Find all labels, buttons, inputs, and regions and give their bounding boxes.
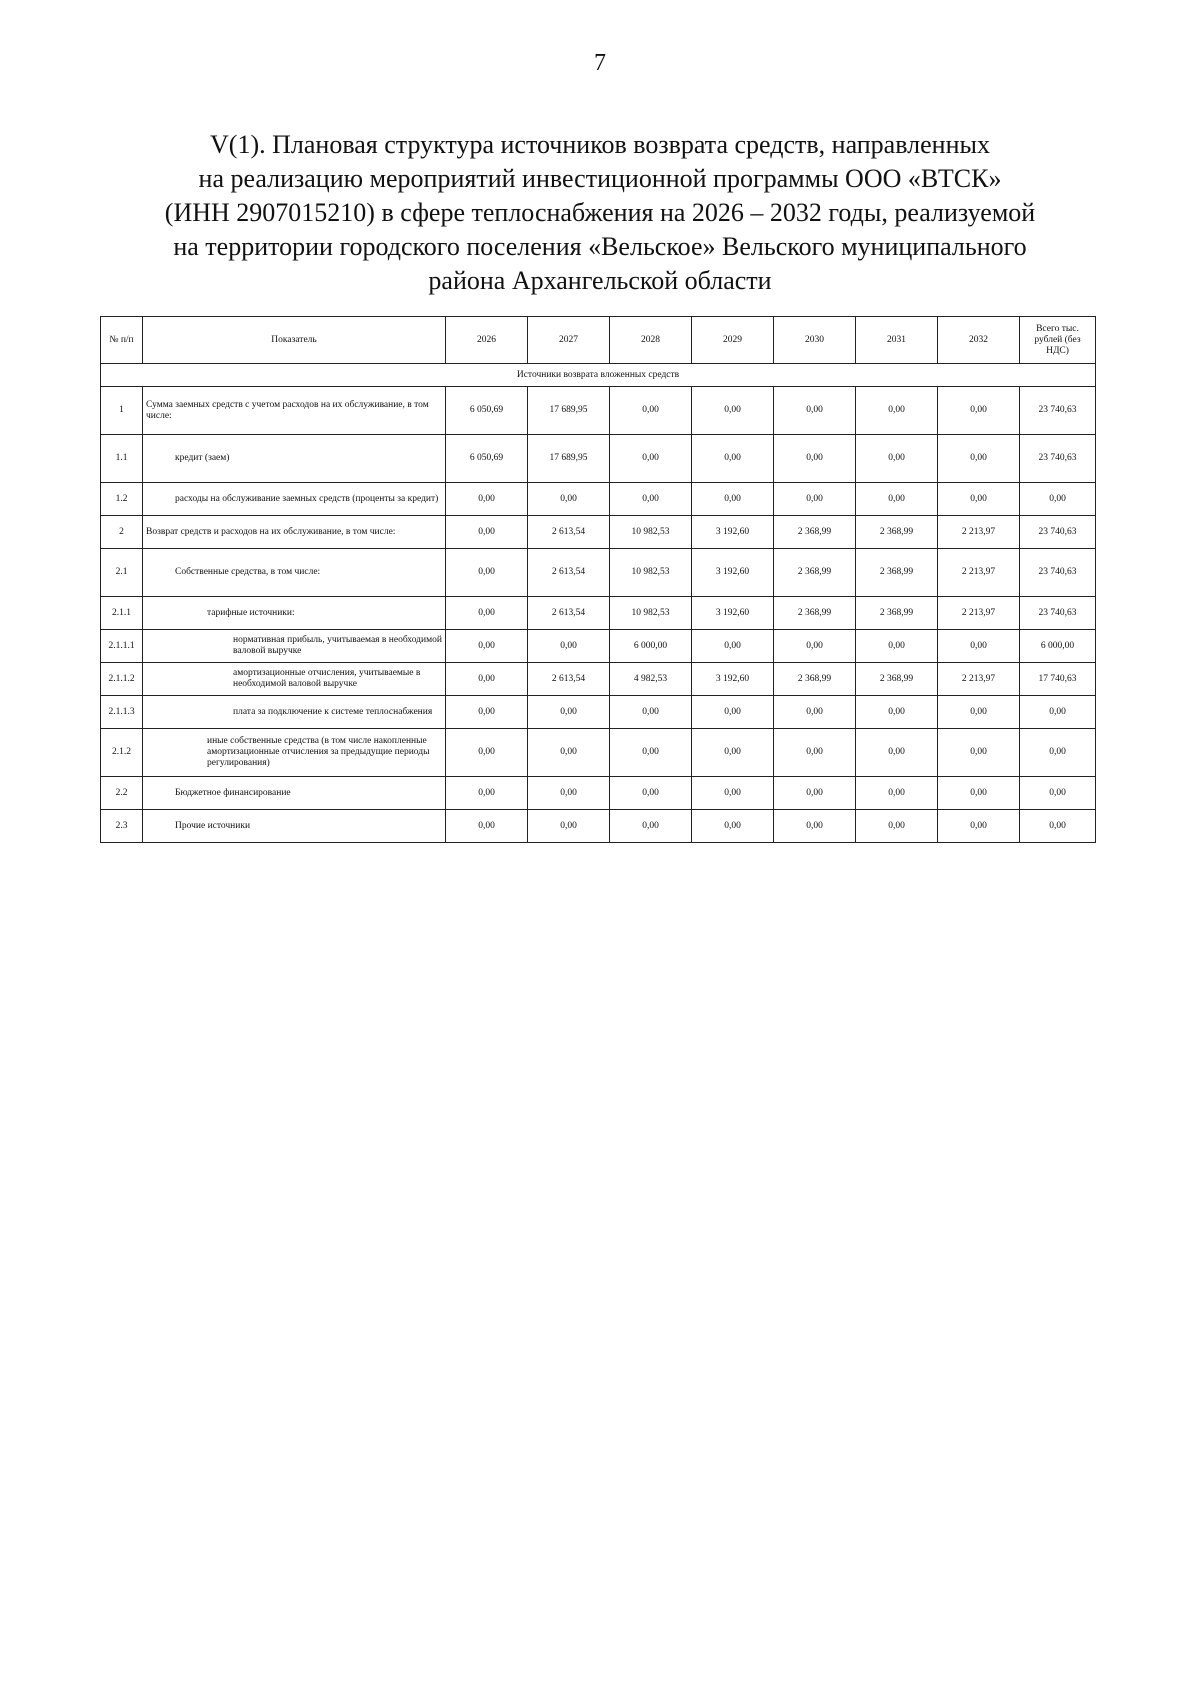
row-number: 2.1.1.3 (101, 696, 143, 729)
year-value-cell: 0,00 (692, 435, 774, 483)
year-value-cell: 0,00 (856, 696, 938, 729)
year-value-cell: 0,00 (774, 696, 856, 729)
year-value-cell: 2 368,99 (774, 663, 856, 696)
year-value-cell: 0,00 (938, 729, 1020, 777)
year-value-cell: 0,00 (938, 777, 1020, 810)
year-value-cell: 0,00 (446, 549, 528, 597)
year-value-cell: 2 613,54 (528, 597, 610, 630)
total-value-cell: 0,00 (1020, 729, 1096, 777)
year-value-cell: 3 192,60 (692, 549, 774, 597)
table-row (101, 387, 1096, 435)
year-value-cell: 17 689,95 (528, 435, 610, 483)
total-value-cell: 0,00 (1020, 777, 1096, 810)
year-value-cell: 2 213,97 (938, 663, 1020, 696)
year-value-cell: 0,00 (938, 696, 1020, 729)
row-indicator: амортизационные отчисления, учитываемые в необходимой валовой выручке (143, 663, 446, 696)
year-value-cell: 0,00 (692, 630, 774, 663)
total-value-cell: 23 740,63 (1020, 516, 1096, 549)
year-value-cell: 0,00 (446, 516, 528, 549)
year-value-cell: 0,00 (856, 810, 938, 843)
year-value-cell: 6 000,00 (610, 630, 692, 663)
header-year: 2029 (692, 317, 774, 364)
year-value-cell: 0,00 (610, 777, 692, 810)
total-value-cell: 17 740,63 (1020, 663, 1096, 696)
year-value-cell: 0,00 (774, 810, 856, 843)
header-year: 2026 (446, 317, 528, 364)
year-value-cell: 2 613,54 (528, 549, 610, 597)
header-year: 2030 (774, 317, 856, 364)
row-indicator: Собственные средства, в том числе: (143, 549, 446, 597)
row-indicator: нормативная прибыль, учитываемая в необходимой валовой выручке (143, 630, 446, 663)
table-row (101, 729, 1096, 777)
year-value-cell: 0,00 (692, 777, 774, 810)
year-value-cell: 0,00 (610, 435, 692, 483)
year-value-cell: 0,00 (610, 387, 692, 435)
year-value-cell: 0,00 (774, 777, 856, 810)
year-value-cell: 3 192,60 (692, 597, 774, 630)
table-row (101, 516, 1096, 549)
row-indicator: иные собственные средства (в том числе накопленные амортизационные отчисления за предыдущие периоды регулирования) (143, 729, 446, 777)
header-year: 2032 (938, 317, 1020, 364)
row-indicator: Прочие источники (143, 810, 446, 843)
row-number: 1.1 (101, 435, 143, 483)
title-line: V(1). Плановая структура источников возврата средств, направленных (210, 130, 990, 159)
year-value-cell: 0,00 (528, 810, 610, 843)
total-value-cell: 0,00 (1020, 696, 1096, 729)
total-value-cell: 23 740,63 (1020, 549, 1096, 597)
row-indicator: Сумма заемных средств с учетом расходов на их обслуживание, в том числе: (143, 387, 446, 435)
table-row (101, 630, 1096, 663)
row-indicator: Возврат средств и расходов на их обслуживание, в том числе: (143, 516, 446, 549)
title-line: на территории городского поселения «Вельское» Вельского муниципального (173, 232, 1027, 261)
row-number: 1 (101, 387, 143, 435)
year-value-cell: 2 613,54 (528, 516, 610, 549)
header-num: № п/п (101, 317, 143, 364)
sources-table-container (100, 316, 1095, 843)
row-number: 2.3 (101, 810, 143, 843)
title-line: района Архангельской области (428, 266, 772, 295)
row-indicator: плата за подключение к системе теплоснабжения (143, 696, 446, 729)
year-value-cell: 17 689,95 (528, 387, 610, 435)
year-value-cell: 0,00 (692, 387, 774, 435)
row-indicator: тарифные источники: (143, 597, 446, 630)
year-value-cell: 2 213,97 (938, 549, 1020, 597)
year-value-cell: 0,00 (856, 387, 938, 435)
year-value-cell: 0,00 (528, 696, 610, 729)
table-row (101, 777, 1096, 810)
year-value-cell: 10 982,53 (610, 597, 692, 630)
year-value-cell: 0,00 (856, 729, 938, 777)
year-value-cell: 0,00 (528, 777, 610, 810)
header-year: 2028 (610, 317, 692, 364)
year-value-cell: 0,00 (610, 810, 692, 843)
year-value-cell: 0,00 (610, 729, 692, 777)
year-value-cell: 0,00 (692, 729, 774, 777)
year-value-cell: 0,00 (528, 630, 610, 663)
year-value-cell: 0,00 (446, 483, 528, 516)
year-value-cell: 2 613,54 (528, 663, 610, 696)
year-value-cell: 0,00 (610, 696, 692, 729)
total-value-cell: 6 000,00 (1020, 630, 1096, 663)
section-row (101, 364, 1096, 387)
year-value-cell: 0,00 (774, 630, 856, 663)
header-total: Всего тыс. рублей (без НДС) (1020, 317, 1096, 364)
year-value-cell: 0,00 (938, 483, 1020, 516)
year-value-cell: 0,00 (528, 729, 610, 777)
table-row (101, 435, 1096, 483)
row-indicator: Бюджетное финансирование (143, 777, 446, 810)
year-value-cell: 0,00 (938, 810, 1020, 843)
table-row (101, 483, 1096, 516)
year-value-cell: 0,00 (446, 696, 528, 729)
year-value-cell: 0,00 (446, 663, 528, 696)
row-indicator: кредит (заем) (143, 435, 446, 483)
year-value-cell: 2 213,97 (938, 516, 1020, 549)
year-value-cell: 0,00 (856, 777, 938, 810)
year-value-cell: 3 192,60 (692, 516, 774, 549)
row-number: 2.1 (101, 549, 143, 597)
year-value-cell: 6 050,69 (446, 435, 528, 483)
table-header-row (101, 317, 1096, 364)
row-number: 2.1.1 (101, 597, 143, 630)
year-value-cell: 2 368,99 (774, 516, 856, 549)
year-value-cell: 2 368,99 (856, 549, 938, 597)
year-value-cell: 0,00 (692, 483, 774, 516)
year-value-cell: 0,00 (774, 435, 856, 483)
table-row (101, 663, 1096, 696)
year-value-cell: 0,00 (446, 630, 528, 663)
header-indicator: Показатель (143, 317, 446, 364)
total-value-cell: 0,00 (1020, 810, 1096, 843)
year-value-cell: 3 192,60 (692, 663, 774, 696)
year-value-cell: 10 982,53 (610, 516, 692, 549)
year-value-cell: 0,00 (610, 483, 692, 516)
year-value-cell: 0,00 (692, 696, 774, 729)
table-row (101, 810, 1096, 843)
row-number: 2 (101, 516, 143, 549)
row-number: 2.1.2 (101, 729, 143, 777)
year-value-cell: 0,00 (856, 630, 938, 663)
year-value-cell: 0,00 (938, 630, 1020, 663)
year-value-cell: 4 982,53 (610, 663, 692, 696)
sources-table (100, 316, 1096, 843)
year-value-cell: 0,00 (446, 777, 528, 810)
year-value-cell: 10 982,53 (610, 549, 692, 597)
year-value-cell: 0,00 (774, 729, 856, 777)
page-number: 7 (594, 50, 606, 76)
total-value-cell: 23 740,63 (1020, 597, 1096, 630)
row-number: 2.1.1.1 (101, 630, 143, 663)
year-value-cell: 0,00 (856, 435, 938, 483)
year-value-cell: 2 368,99 (774, 597, 856, 630)
year-value-cell: 6 050,69 (446, 387, 528, 435)
year-value-cell: 0,00 (938, 387, 1020, 435)
section-title: Источники возврата вложенных средств (101, 364, 1096, 387)
year-value-cell: 0,00 (446, 810, 528, 843)
total-value-cell: 23 740,63 (1020, 387, 1096, 435)
year-value-cell: 0,00 (692, 810, 774, 843)
title-line: на реализацию мероприятий инвестиционной программы ООО «ВТСК» (198, 164, 1002, 193)
year-value-cell: 0,00 (446, 729, 528, 777)
row-number: 2.1.1.2 (101, 663, 143, 696)
title-line: (ИНН 2907015210) в сфере теплоснабжения на 2026 – 2032 годы, реализуемой (164, 198, 1036, 227)
header-year: 2031 (856, 317, 938, 364)
document-title (100, 128, 1100, 298)
year-value-cell: 0,00 (856, 483, 938, 516)
year-value-cell: 2 368,99 (856, 663, 938, 696)
year-value-cell: 2 368,99 (856, 516, 938, 549)
table-row (101, 549, 1096, 597)
header-year: 2027 (528, 317, 610, 364)
total-value-cell: 23 740,63 (1020, 435, 1096, 483)
year-value-cell: 0,00 (528, 483, 610, 516)
row-number: 1.2 (101, 483, 143, 516)
year-value-cell: 0,00 (774, 387, 856, 435)
year-value-cell: 0,00 (774, 483, 856, 516)
year-value-cell: 2 368,99 (774, 549, 856, 597)
row-indicator: расходы на обслуживание заемных средств (проценты за кредит) (143, 483, 446, 516)
table-row (101, 696, 1096, 729)
table-row (101, 597, 1096, 630)
year-value-cell: 0,00 (938, 435, 1020, 483)
year-value-cell: 2 213,97 (938, 597, 1020, 630)
total-value-cell: 0,00 (1020, 483, 1096, 516)
year-value-cell: 2 368,99 (856, 597, 938, 630)
row-number: 2.2 (101, 777, 143, 810)
year-value-cell: 0,00 (446, 597, 528, 630)
